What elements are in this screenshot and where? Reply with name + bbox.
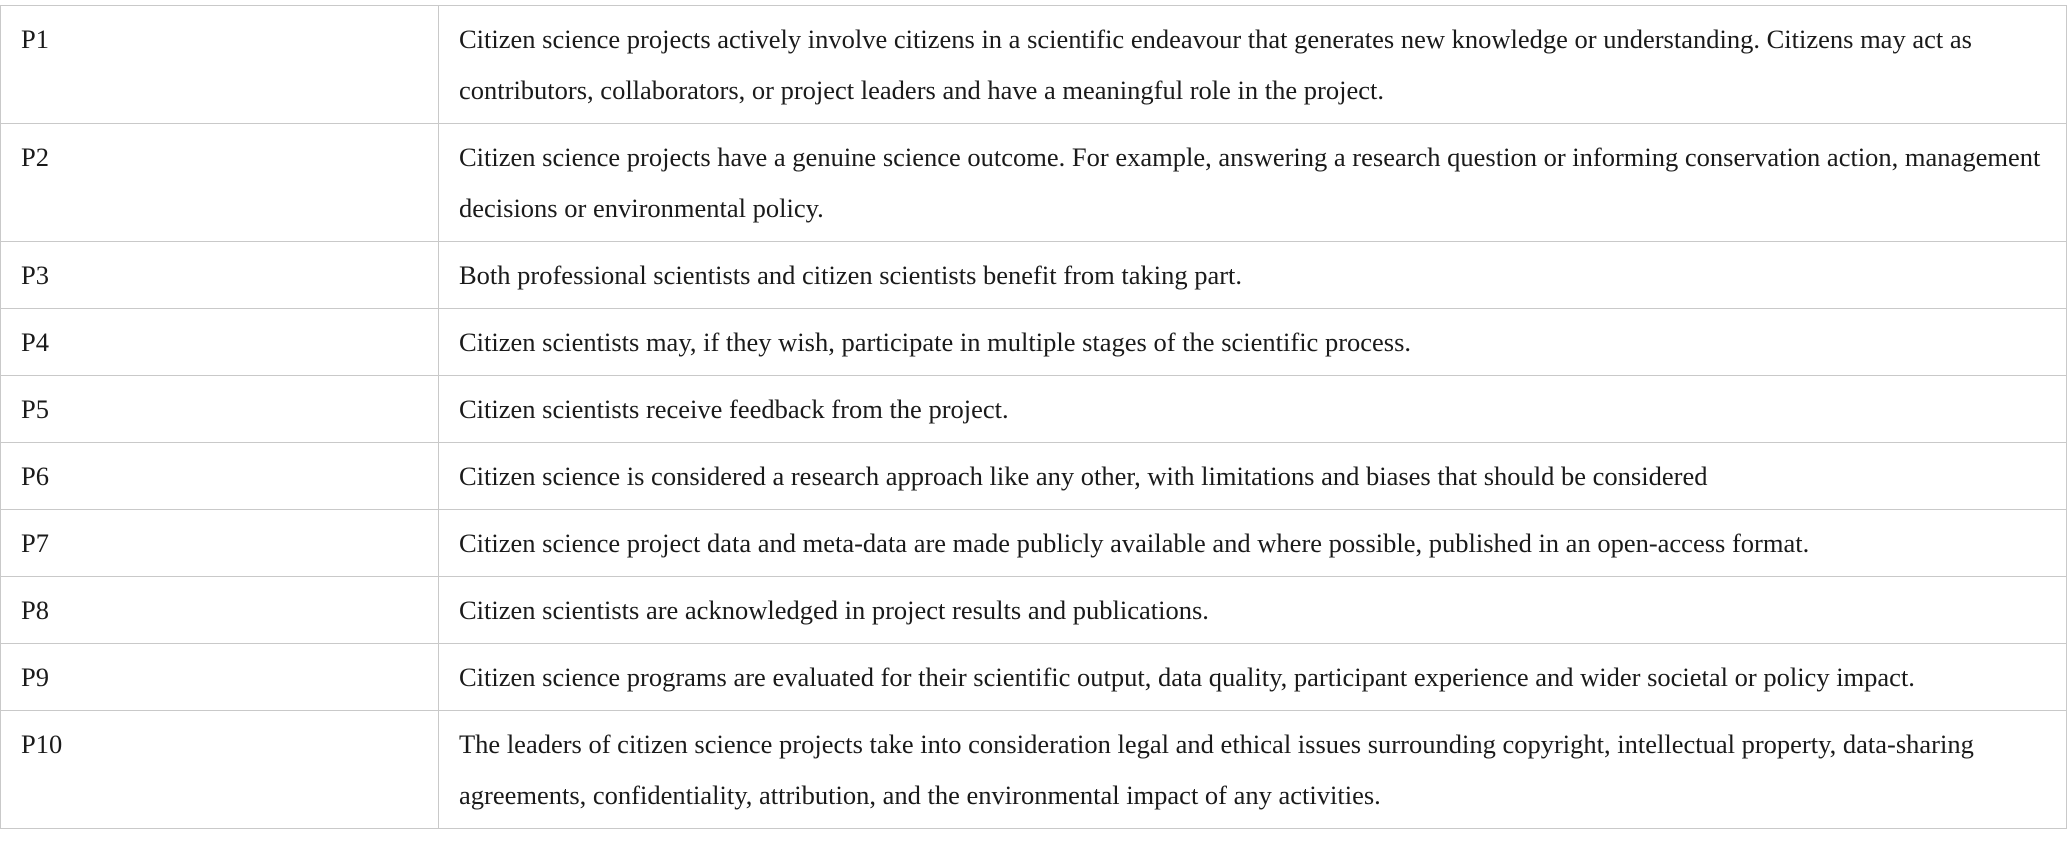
principle-id: P5 [1, 376, 439, 443]
table-row [1, 124, 2067, 242]
principle-id: P3 [1, 242, 439, 309]
principle-text: Citizen science projects have a genuine science outcome. For example, answering a research question or informing conservation action, management decisions or environmental policy. [439, 124, 2067, 242]
principle-id: P6 [1, 443, 439, 510]
principle-id: P8 [1, 577, 439, 644]
principle-id: P9 [1, 644, 439, 711]
table-row [1, 376, 2067, 443]
table-row [1, 711, 2067, 829]
table-row [1, 443, 2067, 510]
principle-text: Both professional scientists and citizen scientists benefit from taking part. [439, 242, 2067, 309]
principle-text: Citizen scientists may, if they wish, participate in multiple stages of the scientific process. [439, 309, 2067, 376]
principle-id: P7 [1, 510, 439, 577]
principles-table [0, 5, 2067, 829]
principle-id: P10 [1, 711, 439, 829]
principle-id: P1 [1, 6, 439, 124]
principle-text: Citizen science project data and meta-data are made publicly available and where possible, published in an open-access format. [439, 510, 2067, 577]
table-row [1, 510, 2067, 577]
principle-text: Citizen scientists receive feedback from the project. [439, 376, 2067, 443]
table-row [1, 577, 2067, 644]
principle-id: P4 [1, 309, 439, 376]
table-row [1, 644, 2067, 711]
principle-text: Citizen science is considered a research approach like any other, with limitations and biases that should be considered [439, 443, 2067, 510]
table-row [1, 6, 2067, 124]
table-row [1, 242, 2067, 309]
principle-text: Citizen science projects actively involve citizens in a scientific endeavour that generates new knowledge or understanding. Citizens may act as contributors, collaborators, or project leaders and have a meaningful role in the project. [439, 6, 2067, 124]
principle-text: The leaders of citizen science projects take into consideration legal and ethical issues surrounding copyright, intellectual property, data-sharing agreements, confidentiality, attribution, and the environmental impact of any activities. [439, 711, 2067, 829]
principle-text: Citizen scientists are acknowledged in project results and publications. [439, 577, 2067, 644]
principle-text: Citizen science programs are evaluated for their scientific output, data quality, participant experience and wider societal or policy impact. [439, 644, 2067, 711]
principle-id: P2 [1, 124, 439, 242]
table-row [1, 309, 2067, 376]
